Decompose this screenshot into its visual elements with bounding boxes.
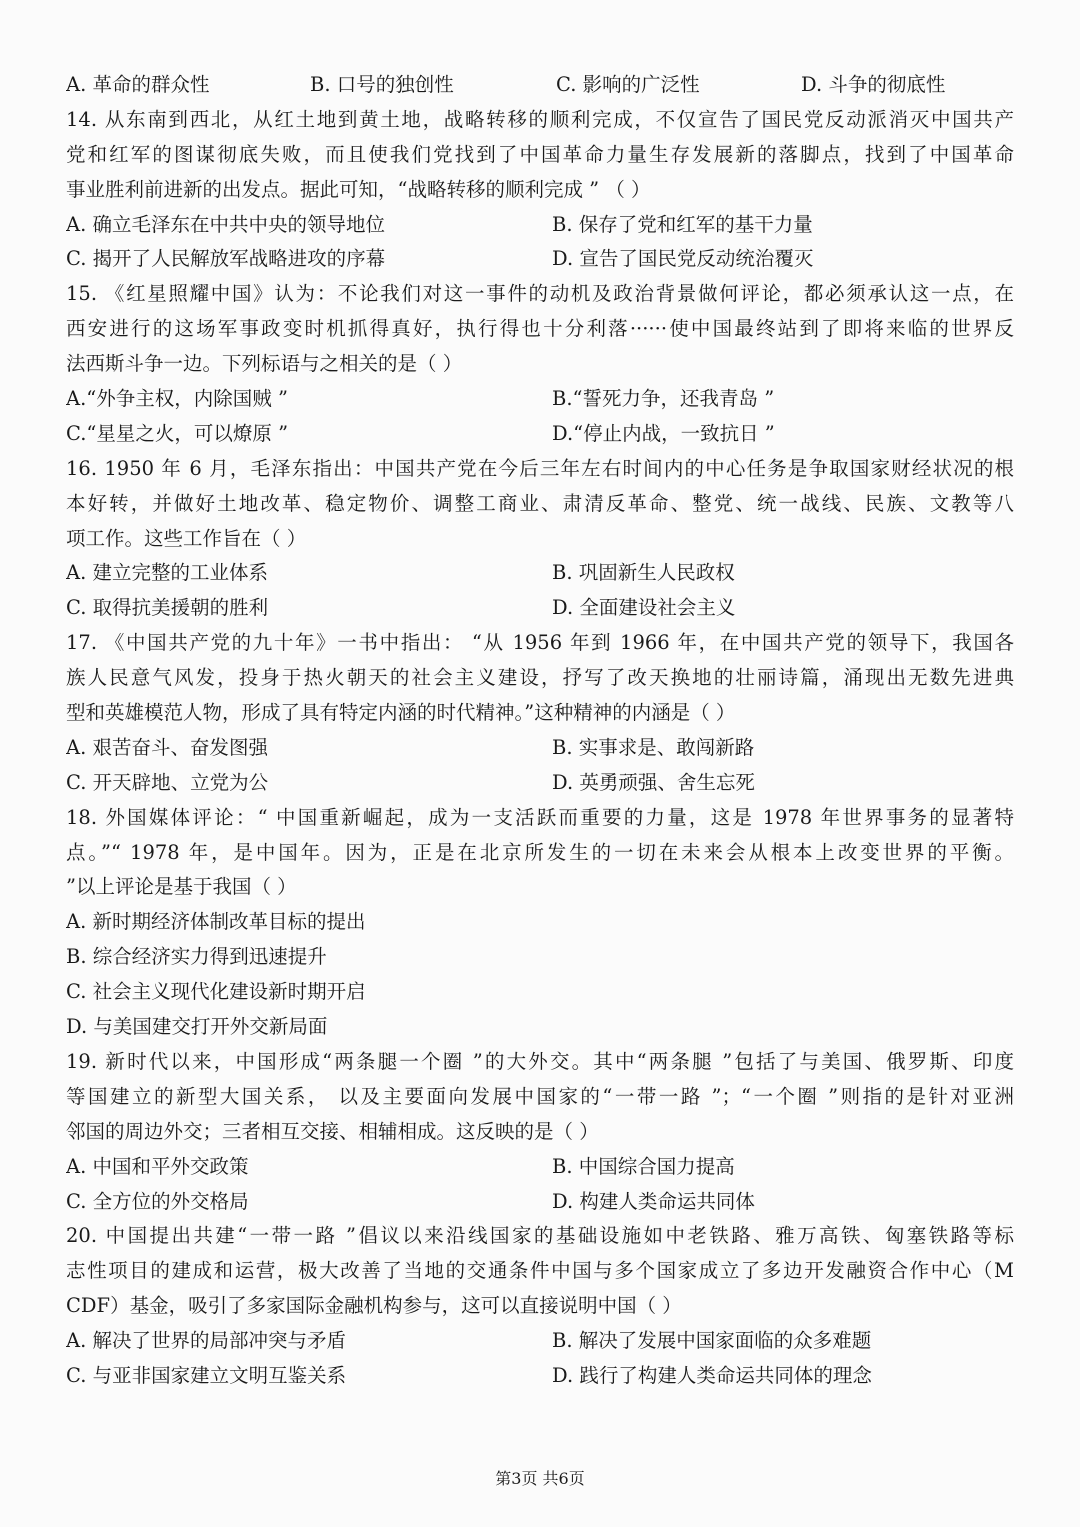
q16-option-c: C. 取得抗美援朝的胜利 bbox=[66, 596, 269, 620]
q19-option-d: D. 构建人类命运共同体 bbox=[552, 1189, 755, 1213]
q16-option-d: D. 全面建设社会主义 bbox=[552, 596, 736, 620]
q20-options-row bbox=[66, 1324, 1014, 1359]
q15-option-a: A.“外争主权，内除国贼 ” bbox=[66, 387, 288, 411]
q16-stem-line: 项工作。这些工作旨在（ ） bbox=[66, 526, 307, 550]
q15-stem-line: 法西斯斗争一边。下列标语与之相关的是（ ） bbox=[66, 352, 463, 376]
q17-option-a: A. 艰苦奋斗、奋发图强 bbox=[66, 735, 268, 759]
question-18 bbox=[66, 801, 1014, 1045]
q19-stem-line: 19. 新时代以来，中国形成“两条腿一个圈 ”的大外交。其中“两条腿 ”包括了与美国、俄罗斯、印度 bbox=[66, 1049, 1014, 1073]
q17-option-c: C. 开天辟地、立党为公 bbox=[66, 770, 269, 794]
q13-options bbox=[66, 68, 1014, 103]
question-20 bbox=[66, 1219, 1014, 1393]
q18-option-b: B. 综合经济实力得到迅速提升 bbox=[66, 945, 327, 969]
q14-option-a: A. 确立毛泽东在中共中央的领导地位 bbox=[66, 212, 385, 236]
q20-stem-line: CDF）基金，吸引了多家国际金融机构参与，这可以直接说明中国（ ） bbox=[66, 1294, 682, 1318]
q15-options-row bbox=[66, 382, 1014, 417]
q19-option-a: A. 中国和平外交政策 bbox=[66, 1154, 249, 1178]
q13-option-d: D. 斗争的彻底性 bbox=[801, 73, 946, 96]
q20-option-b: B. 解决了发展中国家面临的众多难题 bbox=[552, 1329, 872, 1353]
q20-option-a: A. 解决了世界的局部冲突与矛盾 bbox=[66, 1329, 346, 1353]
q19-stem-line: 等国建立的新型大国关系， 以及主要面向发展中国家的“一带一路 ”；“一个圈 ”则指的是针对亚洲 bbox=[66, 1084, 1014, 1108]
q14-options-row bbox=[66, 242, 1014, 277]
q19-stem-line: 邻国的周边外交；三者相互交接、相辅相成。这反映的是（ ） bbox=[66, 1119, 599, 1143]
q17-stem-line: 17. 《中国共产党的九十年》一书中指出： “从 1956 年到 1966 年，在中国共产党的领导下，我国各 bbox=[66, 631, 1014, 655]
q17-options-row bbox=[66, 766, 1014, 801]
q14-stem-line: 14. 从东南到西北，从红土地到黄土地，战略转移的顺利完成，不仅宣告了国民党反动派消灭中国共产 bbox=[66, 107, 1014, 131]
q14-options-row bbox=[66, 208, 1014, 243]
q13-option-b: B. 口号的独创性 bbox=[310, 73, 454, 96]
q19-options-row bbox=[66, 1185, 1014, 1220]
q15-option-c: C.“星星之火，可以燎原 ” bbox=[66, 421, 289, 445]
q16-option-a: A. 建立完整的工业体系 bbox=[66, 561, 268, 585]
q13-option-c: C. 影响的广泛性 bbox=[556, 73, 700, 96]
q20-stem-line: 志性项目的建成和运营，极大改善了当地的交通条件中国与多个国家成立了多边开发融资合作中心（M bbox=[66, 1259, 1014, 1283]
q14-stem-line: 党和红军的图谋彻底失败，而且使我们党找到了中国革命力量生存发展新的落脚点，找到了中国革命 bbox=[66, 142, 1014, 166]
q18-option-d: D. 与美国建交打开外交新局面 bbox=[66, 1015, 328, 1039]
q16-options-row bbox=[66, 591, 1014, 626]
q15-stem-line: 西安进行的这场军事政变时机抓得真好，执行得也十分利落······使中国最终站到了即将来临的世界反 bbox=[66, 317, 1014, 341]
q18-option-c: C. 社会主义现代化建设新时期开启 bbox=[66, 980, 366, 1004]
q14-option-d: D. 宣告了国民党反动统治覆灭 bbox=[552, 247, 814, 271]
q16-stem-line: 16. 1950 年 6 月，毛泽东指出：中国共产党在今后三年左右时间内的中心任务是争取国家财经状况的根 bbox=[66, 456, 1014, 480]
q15-options-row bbox=[66, 417, 1014, 452]
q19-option-c: C. 全方位的外交格局 bbox=[66, 1189, 249, 1213]
exam-content bbox=[66, 68, 1014, 1394]
q16-options-row bbox=[66, 556, 1014, 591]
q16-option-b: B. 巩固新生人民政权 bbox=[552, 561, 735, 585]
question-16 bbox=[66, 452, 1014, 626]
question-15 bbox=[66, 277, 1014, 451]
q20-option-d: D. 践行了构建人类命运共同体的理念 bbox=[552, 1363, 872, 1387]
q18-stem-line: 点。”“ 1978 年，是中国年。因为，正是在北京所发生的一切在未来会从根本上改变世界的平衡。 bbox=[66, 840, 1014, 864]
q19-option-b: B. 中国综合国力提高 bbox=[552, 1154, 735, 1178]
question-17 bbox=[66, 626, 1014, 800]
q17-stem-line: 族人民意气风发，投身于热火朝天的社会主义建设，抒写了改天换地的壮丽诗篇，涌现出无数先进典 bbox=[66, 666, 1014, 690]
q17-option-d: D. 英勇顽强、舍生忘死 bbox=[552, 770, 755, 794]
q13-option-a: A. 革命的群众性 bbox=[66, 73, 210, 96]
q17-options-row bbox=[66, 731, 1014, 766]
q19-options-row bbox=[66, 1150, 1014, 1185]
question-19 bbox=[66, 1045, 1014, 1219]
q15-option-b: B.“誓死力争，还我青岛 ” bbox=[552, 387, 775, 411]
q14-option-b: B. 保存了党和红军的基干力量 bbox=[552, 212, 813, 236]
q20-stem-line: 20. 中国提出共建“一带一路 ”倡议以来沿线国家的基础设施如中老铁路、雅万高铁、匈塞铁路等标 bbox=[66, 1224, 1014, 1248]
q16-stem-line: 本好转，并做好土地改革、稳定物价、调整工商业、肃清反革命、整党、统一战线、民族、文教等八 bbox=[66, 491, 1014, 515]
q15-option-d: D.“停止内战，一致抗日 ” bbox=[552, 421, 775, 445]
question-14 bbox=[66, 103, 1014, 277]
q17-option-b: B. 实事求是、敢闯新路 bbox=[552, 735, 755, 759]
q20-option-c: C. 与亚非国家建立文明互鉴关系 bbox=[66, 1363, 347, 1387]
page-number: 第3页 共6页 bbox=[495, 1469, 585, 1488]
q18-stem-line: ”以上评论是基于我国（ ） bbox=[66, 875, 297, 899]
q15-stem-line: 15. 《红星照耀中国》认为：不论我们对这一事件的动机及政治背景做何评论，都必须承认这一点，在 bbox=[66, 282, 1014, 306]
q18-option-a: A. 新时期经济体制改革目标的提出 bbox=[66, 910, 366, 934]
q20-options-row bbox=[66, 1359, 1014, 1394]
q14-stem-line: 事业胜利前进新的出发点。据此可知，“战略转移的顺利完成 ” （ ） bbox=[66, 177, 651, 201]
q14-option-c: C. 揭开了人民解放军战略进攻的序幕 bbox=[66, 247, 386, 271]
q17-stem-line: 型和英雄模范人物，形成了具有特定内涵的时代精神。”这种精神的内涵是（ ） bbox=[66, 701, 736, 725]
q18-stem-line: 18. 外国媒体评论：“ 中国重新崛起，成为一支活跃而重要的力量，这是 1978 年世界事务的显著特 bbox=[66, 805, 1014, 829]
